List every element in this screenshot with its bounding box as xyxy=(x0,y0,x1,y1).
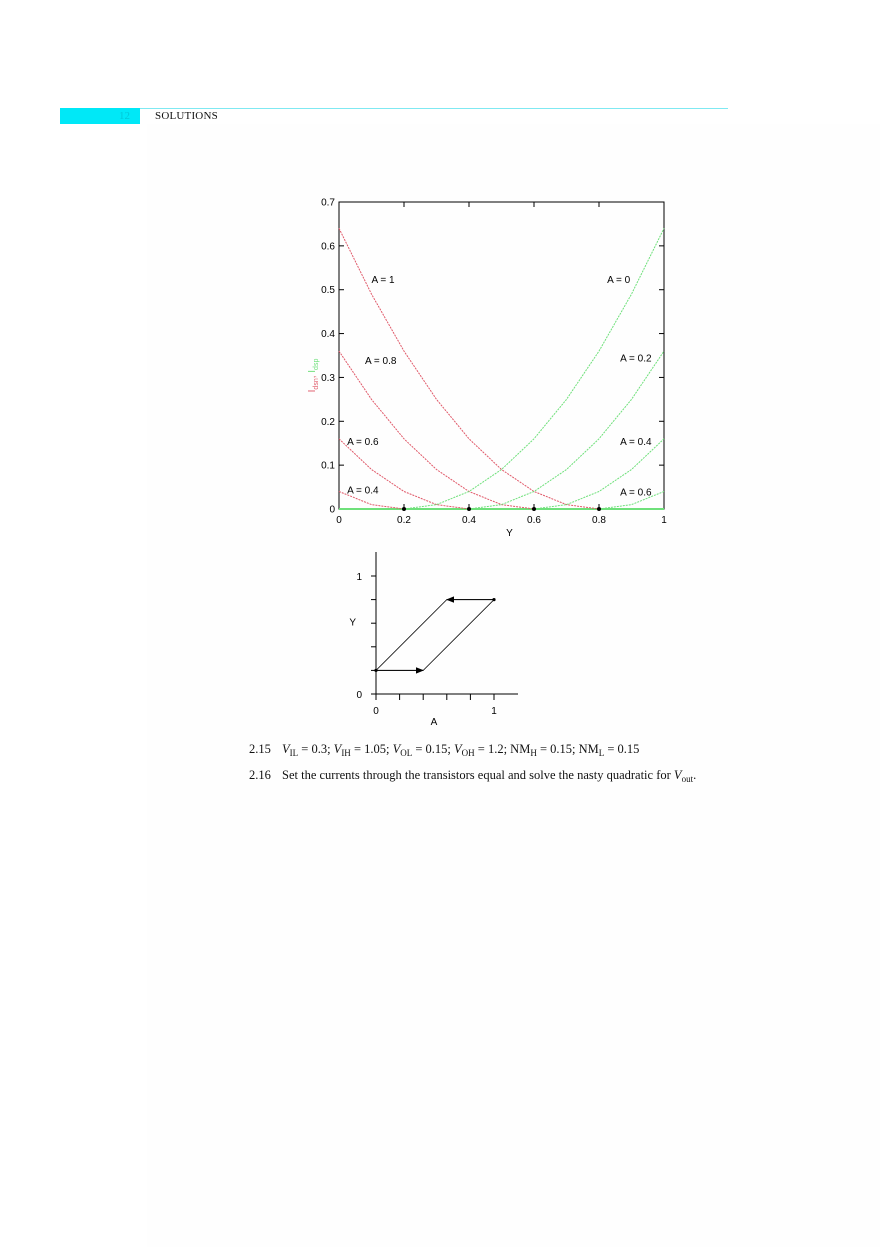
x-axis-label: Y xyxy=(506,528,513,539)
subscript-text: L xyxy=(598,748,605,758)
variable-symbol: V xyxy=(392,742,401,756)
x-tick-label: 1 xyxy=(491,706,497,717)
x-tick-label: 0.4 xyxy=(462,515,476,526)
arrow-origin-dot xyxy=(374,669,377,672)
subscript-text: OL xyxy=(400,748,413,758)
y-tick-label: 1 xyxy=(356,572,362,583)
x-tick-label: 0 xyxy=(336,515,342,526)
curve-label: A = 0.4 xyxy=(620,437,652,449)
solution-number: 2.16 xyxy=(249,768,271,782)
x-tick-label: 1 xyxy=(661,515,667,526)
equilibrium-marker xyxy=(467,507,471,511)
variable-symbol: V xyxy=(454,742,462,756)
y-axis-label xyxy=(307,359,320,393)
curve-label: A = 0 xyxy=(607,274,631,286)
solution-text xyxy=(282,768,696,782)
solution-2-15 xyxy=(249,742,639,757)
series-nmos-curve xyxy=(339,228,599,509)
curve-label: A = 0.8 xyxy=(365,355,397,367)
y-tick-label: 0 xyxy=(329,504,335,516)
y-tick-label: 0.7 xyxy=(321,197,335,209)
variable-symbol: V xyxy=(673,768,682,782)
y-axis-label-ids-p-sub: dsp xyxy=(313,358,320,370)
solution-text xyxy=(282,742,639,756)
y-axis-label-ids-n-sub: dsn xyxy=(313,378,320,390)
subscript-text: IL xyxy=(289,748,299,758)
series-nmos-curve xyxy=(339,439,469,509)
x-tick-label: 0.8 xyxy=(592,515,606,526)
equilibrium-marker xyxy=(597,507,601,511)
y-tick-label: 0 xyxy=(356,690,362,701)
y-tick-label: 0.2 xyxy=(321,416,335,428)
y-axis-label-ids-p: I xyxy=(307,369,318,373)
page-number: 12 xyxy=(119,110,130,122)
solution-2-16 xyxy=(249,768,696,783)
subscript-text: H xyxy=(530,748,537,758)
subscript-text: OH xyxy=(461,748,475,758)
equilibrium-marker xyxy=(532,507,536,511)
x-tick-label: 0 xyxy=(373,706,379,717)
x-tick-label: 0.2 xyxy=(397,515,411,526)
y-tick-label: 0.4 xyxy=(321,329,335,341)
curve-label: A = 1 xyxy=(371,274,395,286)
x-tick-label: 0.6 xyxy=(527,515,541,526)
x-axis-label: A xyxy=(430,717,438,728)
running-header-title: SOLUTIONS xyxy=(155,110,218,122)
hysteresis-loop xyxy=(376,600,494,671)
curve-label: A = 0.6 xyxy=(347,437,379,449)
arrow-origin-dot xyxy=(492,598,495,601)
curve-label: A = 0.6 xyxy=(620,487,652,499)
text-run: = 0.15; NM xyxy=(536,742,599,756)
text-run: = 1.05; xyxy=(350,742,393,756)
variable-symbol: V xyxy=(282,742,290,756)
y-tick-label: 0.1 xyxy=(321,460,335,472)
chart-2 xyxy=(349,552,518,728)
chart-1 xyxy=(307,198,667,540)
y-axis-label-ids-n: I xyxy=(307,389,318,393)
series-pmos-curve xyxy=(469,351,664,509)
y-tick-label: 0.5 xyxy=(321,285,335,297)
y-tick-label: 0.3 xyxy=(321,372,335,384)
series-pmos-curve xyxy=(404,228,664,509)
text-run: . xyxy=(693,768,697,782)
text-run: = 0.15; xyxy=(412,742,455,756)
equilibrium-marker xyxy=(402,507,406,511)
text-run: Set the currents through the transistors equal and solve the nasty quadratic for xyxy=(282,768,674,782)
text-run: = 1.2; NM xyxy=(474,742,531,756)
text-run: = 0.15 xyxy=(604,742,640,756)
text-run: = 0.3; xyxy=(298,742,334,756)
y-axis-label-sep: , xyxy=(307,372,318,379)
series-pmos-curve xyxy=(534,439,664,509)
curve-label: A = 0.2 xyxy=(620,353,652,365)
y-tick-label: 0.6 xyxy=(321,241,335,253)
curve-label: A = 0.4 xyxy=(347,485,379,497)
solution-number: 2.15 xyxy=(249,742,271,756)
subscript-text: IH xyxy=(341,748,351,758)
variable-symbol: V xyxy=(333,742,342,756)
subscript-text: out xyxy=(681,774,694,784)
y-axis-label: Y xyxy=(349,617,356,629)
